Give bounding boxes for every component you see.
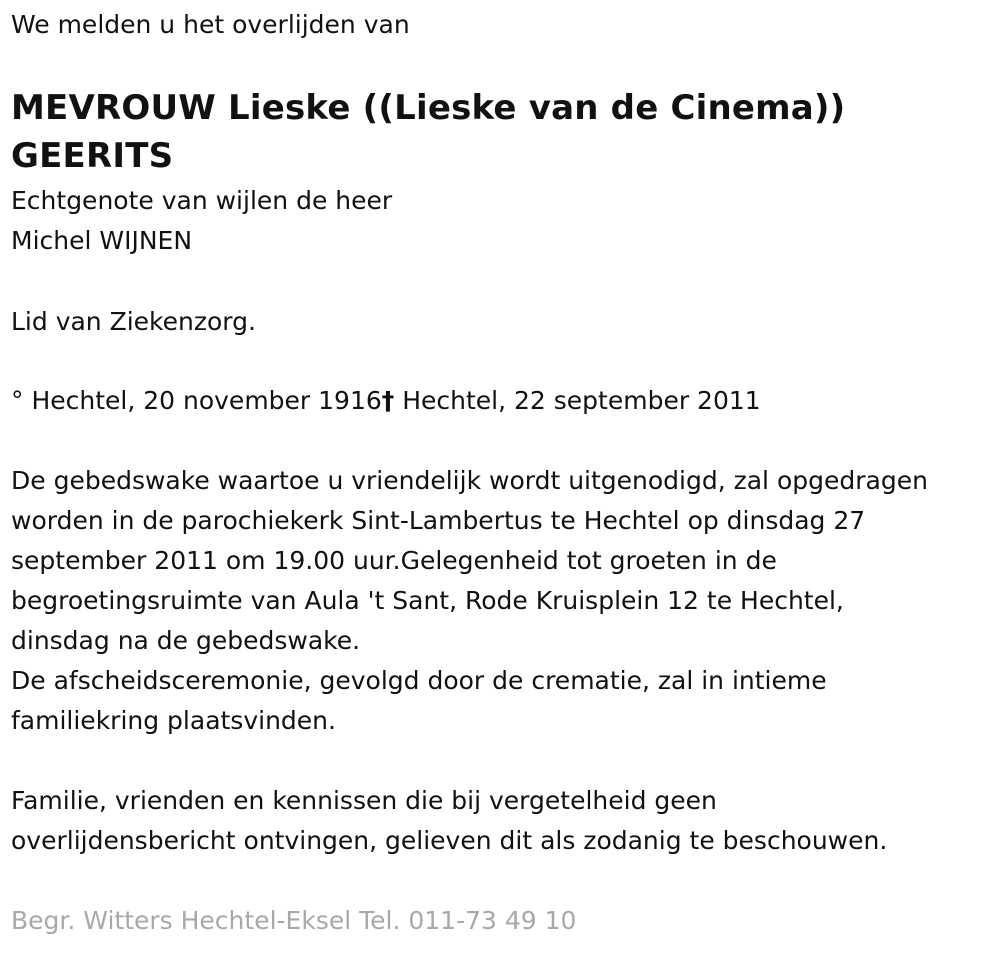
membership-text: Lid van Ziekenzorg. (11, 307, 256, 336)
ceremony-line: familiekring plaatsvinden. (11, 706, 336, 735)
ceremony-line: september 2011 om 19.00 uur.Gelegenheid tot groeten in de (11, 546, 777, 575)
spouse-line2: Michel WIJNEN (11, 226, 193, 255)
life-dates (11, 381, 761, 421)
closing-note (11, 781, 887, 861)
closing-line: Familie, vrienden en kennissen die bij vergetelheid geen (11, 786, 717, 815)
undertaker-info (11, 901, 576, 941)
closing-line: overlijdensbericht ontvingen, gelieven dit als zodanig te beschouwen. (11, 826, 888, 855)
ceremony-line: dinsdag na de gebedswake. (11, 626, 361, 655)
deceased-name (11, 84, 845, 180)
membership-info (11, 302, 256, 342)
spouse-line1: Echtgenote van wijlen de heer (11, 186, 393, 215)
ceremony-line: worden in de parochiekerk Sint-Lambertus te Hechtel op dinsdag 27 (11, 506, 866, 535)
ceremony-line: begroetingsruimte van Aula 't Sant, Rode Kruisplein 12 te Hechtel, (11, 586, 844, 615)
ceremony-line: De gebedswake waartoe u vriendelijk wordt uitgenodigd, zal opgedragen (11, 466, 928, 495)
spouse-info (11, 181, 392, 261)
cross-icon: † (381, 386, 395, 415)
intro-text: We melden u het overlijden van (11, 10, 410, 39)
undertaker-text: Begr. Witters Hechtel-Eksel Tel. 011-73 49 10 (11, 906, 577, 935)
ceremony-info (11, 461, 928, 741)
deceased-name-line2: GEERITS (11, 136, 174, 176)
deceased-name-line1: MEVROUW Lieske ((Lieske van de Cinema)) (11, 88, 846, 128)
birth-date: ° Hechtel, 20 november 1916 (11, 386, 382, 415)
death-date: Hechtel, 22 september 2011 (394, 386, 761, 415)
ceremony-line: De afscheidsceremonie, gevolgd door de crematie, zal in intieme (11, 666, 827, 695)
